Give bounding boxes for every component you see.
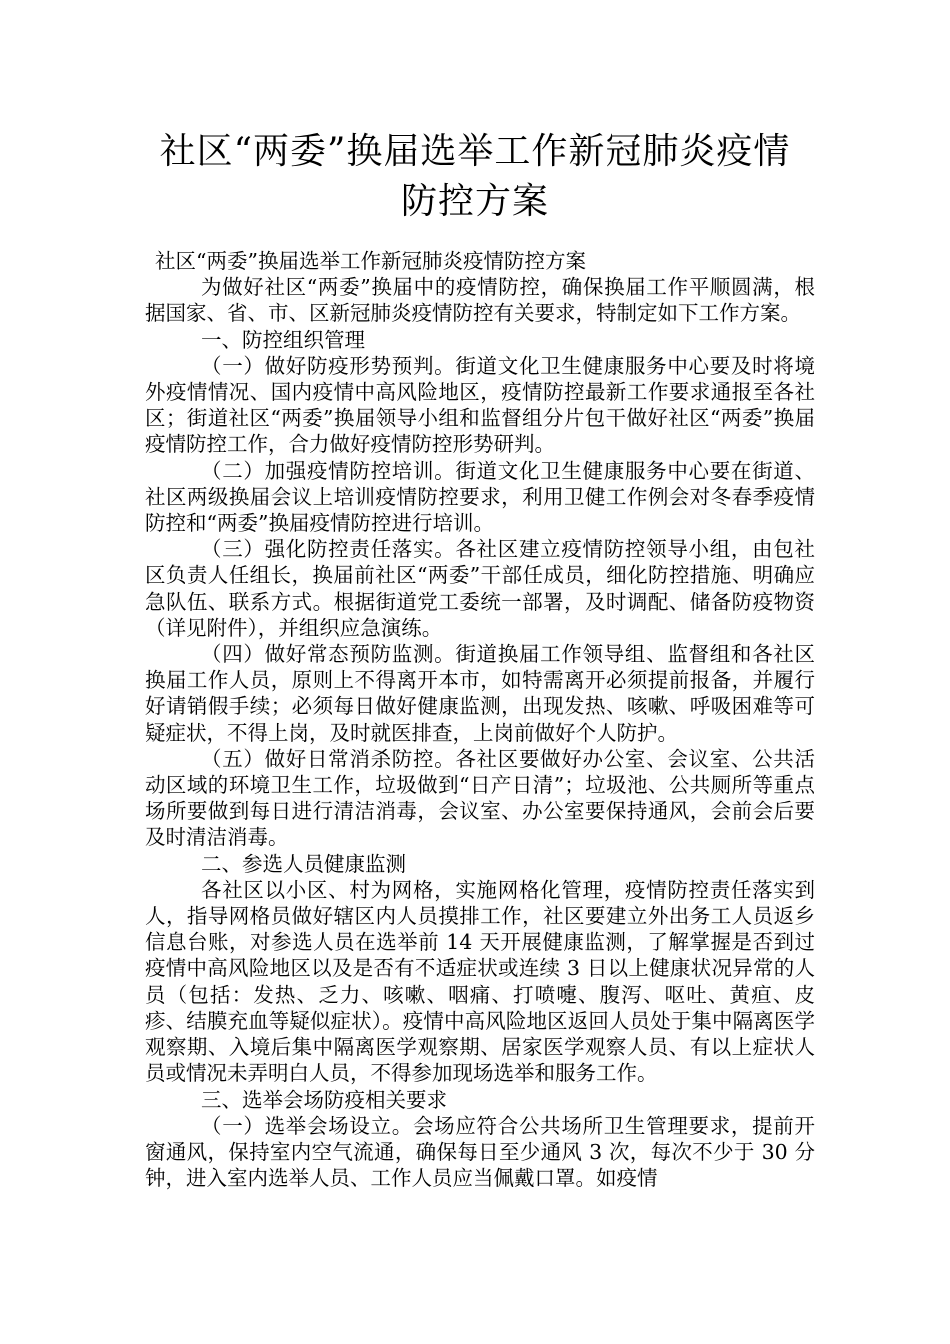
paragraph-1-1: （一）做好防疫形势预判。街道文化卫生健康服务中心要及时将境外疫情情况、国内疫情中高风险地区，疫情防控最新工作要求通报至各社区；街道社区“两委”换届领导小组和监督组分片包干做好社区“两委”换届疫情防控工作，合力做好疫情防控形势研判。 xyxy=(145,353,815,457)
document-title-line-1: 社区“两委”换届选举工作新冠肺炎疫情 xyxy=(159,131,791,172)
paragraph-2: 各社区以小区、村为网格，实施网格化管理，疫情防控责任落实到人，指导网格员做好辖区内人员摸排工作，社区要建立外出务工人员返乡信息台账，对参选人员在选举前 14 天开展健康监测，了解掌握是否到过疫情中高风险地区以及是否有不适症状或连续 3 日以上健康状况异常的人员（包括：发热、乏力、咳嗽、咽痛、打喷嚏、腹泻、呕吐、黄疸、皮疹、结膜充血等疑似症状）。疫情中高风险地区返回人员处于集中隔离医学观察期、入境后集中隔离医学观察期、居家医学观察人员、有以上症状人员或情况未弄明白人员，不得参加现场选举和服务工作。 xyxy=(145,877,815,1086)
section-heading-1: 一、防控组织管理 xyxy=(201,327,365,352)
paragraph-1-5: （五）做好日常消杀防控。各社区要做好办公室、会议室、公共活动区域的环境卫生工作，垃圾做到“日产日清”；垃圾池、公共厕所等重点场所要做到每日进行清洁消毒，会议室、办公室要保持通风，会前会后要及时清洁消毒。 xyxy=(145,746,815,850)
paragraph-intro: 为做好社区“两委”换届中的疫情防控，确保换届工作平顺圆满，根据国家、省、市、区新冠肺炎疫情防控有关要求，特制定如下工作方案。 xyxy=(145,275,815,326)
paragraph-1-2: （二）加强疫情防控培训。街道文化卫生健康服务中心要在街道、社区两级换届会议上培训疫情防控要求，利用卫健工作例会对冬春季疫情防控和“两委”换届疫情防控进行培训。 xyxy=(145,458,815,536)
document-title-line-2: 防控方案 xyxy=(400,181,549,222)
document-body xyxy=(145,248,815,1191)
paragraph-1-3: （三）强化防控责任落实。各社区建立疫情防控领导小组，由包社区负责人任组长，换届前社区“两委”干部任成员，细化防控措施、明确应急队伍、联系方式。根据街道党工委统一部署，及时调配、储备防疫物资（详见附件），并组织应急演练。 xyxy=(145,537,815,640)
paragraph-1-4: （四）做好常态预防监测。街道换届工作领导组、监督组和各社区换届工作人员，原则上不得离开本市，如特需离开必须提前报备，并履行好请销假手续；必须每日做好健康监测，出现发热、咳嗽、呼吸困难等可疑症状，不得上岗，及时就医排查，上岗前做好个人防护。 xyxy=(145,642,815,745)
section-heading-2: 二、参选人员健康监测 xyxy=(201,851,406,876)
section-heading-3: 三、选举会场防疫相关要求 xyxy=(201,1087,447,1112)
paragraph-3-1: （一）选举会场设立。会场应符合公共场所卫生管理要求，提前开窗通风，保持室内空气流通，确保每日至少通风 3 次，每次不少于 30 分钟，进入室内选举人员、工作人员应当佩戴口罩。如疫情 xyxy=(145,1113,815,1191)
document-subtitle: 社区“两委”换届选举工作新冠肺炎疫情防控方案 xyxy=(155,249,586,273)
